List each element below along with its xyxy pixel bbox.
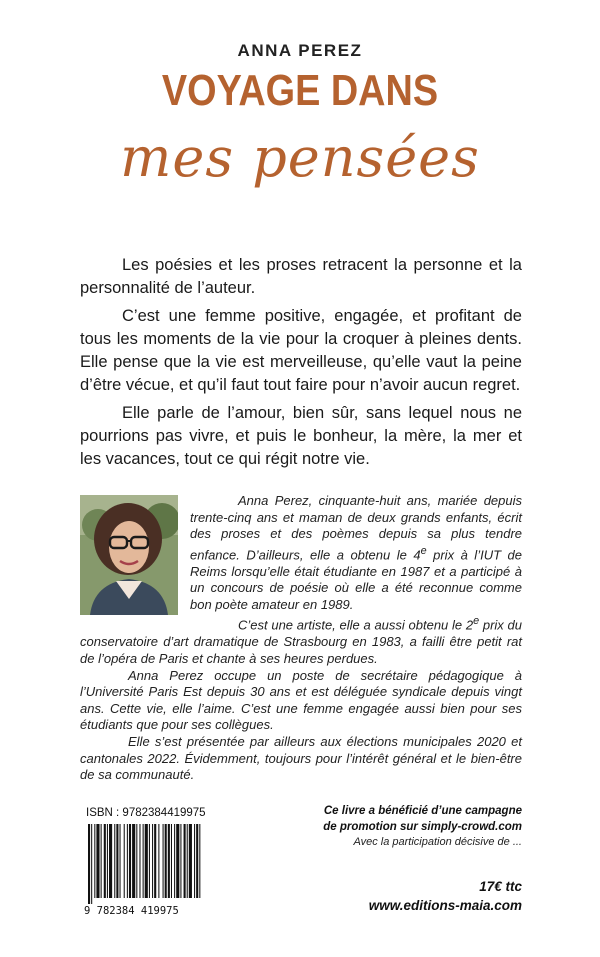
blurb-paragraph: Les poésies et les proses retracent la personne et la personnalité de l’auteur. [80, 256, 522, 298]
bio-paragraph: C’est une artiste, elle a aussi obtenu le 2e prix du conservatoire d’art dramatique de Strasbourg en 1983, a failli être petit rat de l’opéra de Paris et chante à ses heures perdues. [80, 615, 522, 666]
book-subtitle: mes pensées [120, 126, 480, 189]
price: 17€ ttc [479, 879, 522, 894]
publisher-website: www.editions-maia.com [368, 898, 522, 913]
promo-text: Ce livre a bénéficié d’une campagne de promotion sur simply-crowd.com [323, 805, 522, 833]
blurb-paragraph: C’est une femme positive, engagée, et profitant de tous les moments de la vie pour la croquer à pleines dents. Elle pense que la vie est merveilleuse, qu’elle vaut la peine d’être vécue, et qu’il faut tout faire pour n’avoir aucun regret. [80, 306, 522, 395]
isbn-label: ISBN : 9782384419975 [86, 807, 206, 819]
bio-paragraph: Anna Perez, cinquante-huit ans, mariée depuis trente-cinq ans et maman de deux grands enfants, écrit des proses et des poèmes depuis sa plus tendre enfance. D’ailleurs, elle a obtenu le 4e prix à l’IUT de Reims lorsqu’elle était étudiante en 1987 et a participé à un concours de poésie où elle a été reconnue comme bon poète amateur en 1989. [190, 493, 522, 612]
author-photo [80, 495, 178, 615]
participation-note: Avec la participation décisive de ... [353, 836, 522, 848]
barcode-digits: 9 782384 419975 [84, 905, 179, 916]
barcode-bars [88, 824, 200, 904]
book-title: VOYAGE DANS [161, 66, 439, 115]
author-bio [80, 493, 522, 784]
author-portrait-image [80, 495, 178, 615]
bio-paragraph: Elle s’est présentée par ailleurs aux élections municipales 2020 et cantonales 2022. Évidemment, toujours pour l’intérêt général et le bien-être de sa communauté. [80, 733, 522, 783]
blurb [80, 254, 522, 476]
author-name: ANNA PEREZ [237, 41, 363, 60]
bio-paragraph: Anna Perez occupe un poste de secrétaire pédagogique à l’Université Paris Est depuis 30 ans et est déléguée syndicale depuis vingt ans. Cette vie, elle l’aime. C’est une femme engagée aussi bien pour ses étudiants que pour ses collègues. [80, 667, 522, 733]
blurb-paragraph: Elle parle de l’amour, bien sûr, sans lequel nous ne pourrions pas vivre, et puis le bonheur, la mère, la mer et les vacances, tout ce qui régit notre vie. [80, 403, 522, 469]
barcode [84, 824, 204, 916]
